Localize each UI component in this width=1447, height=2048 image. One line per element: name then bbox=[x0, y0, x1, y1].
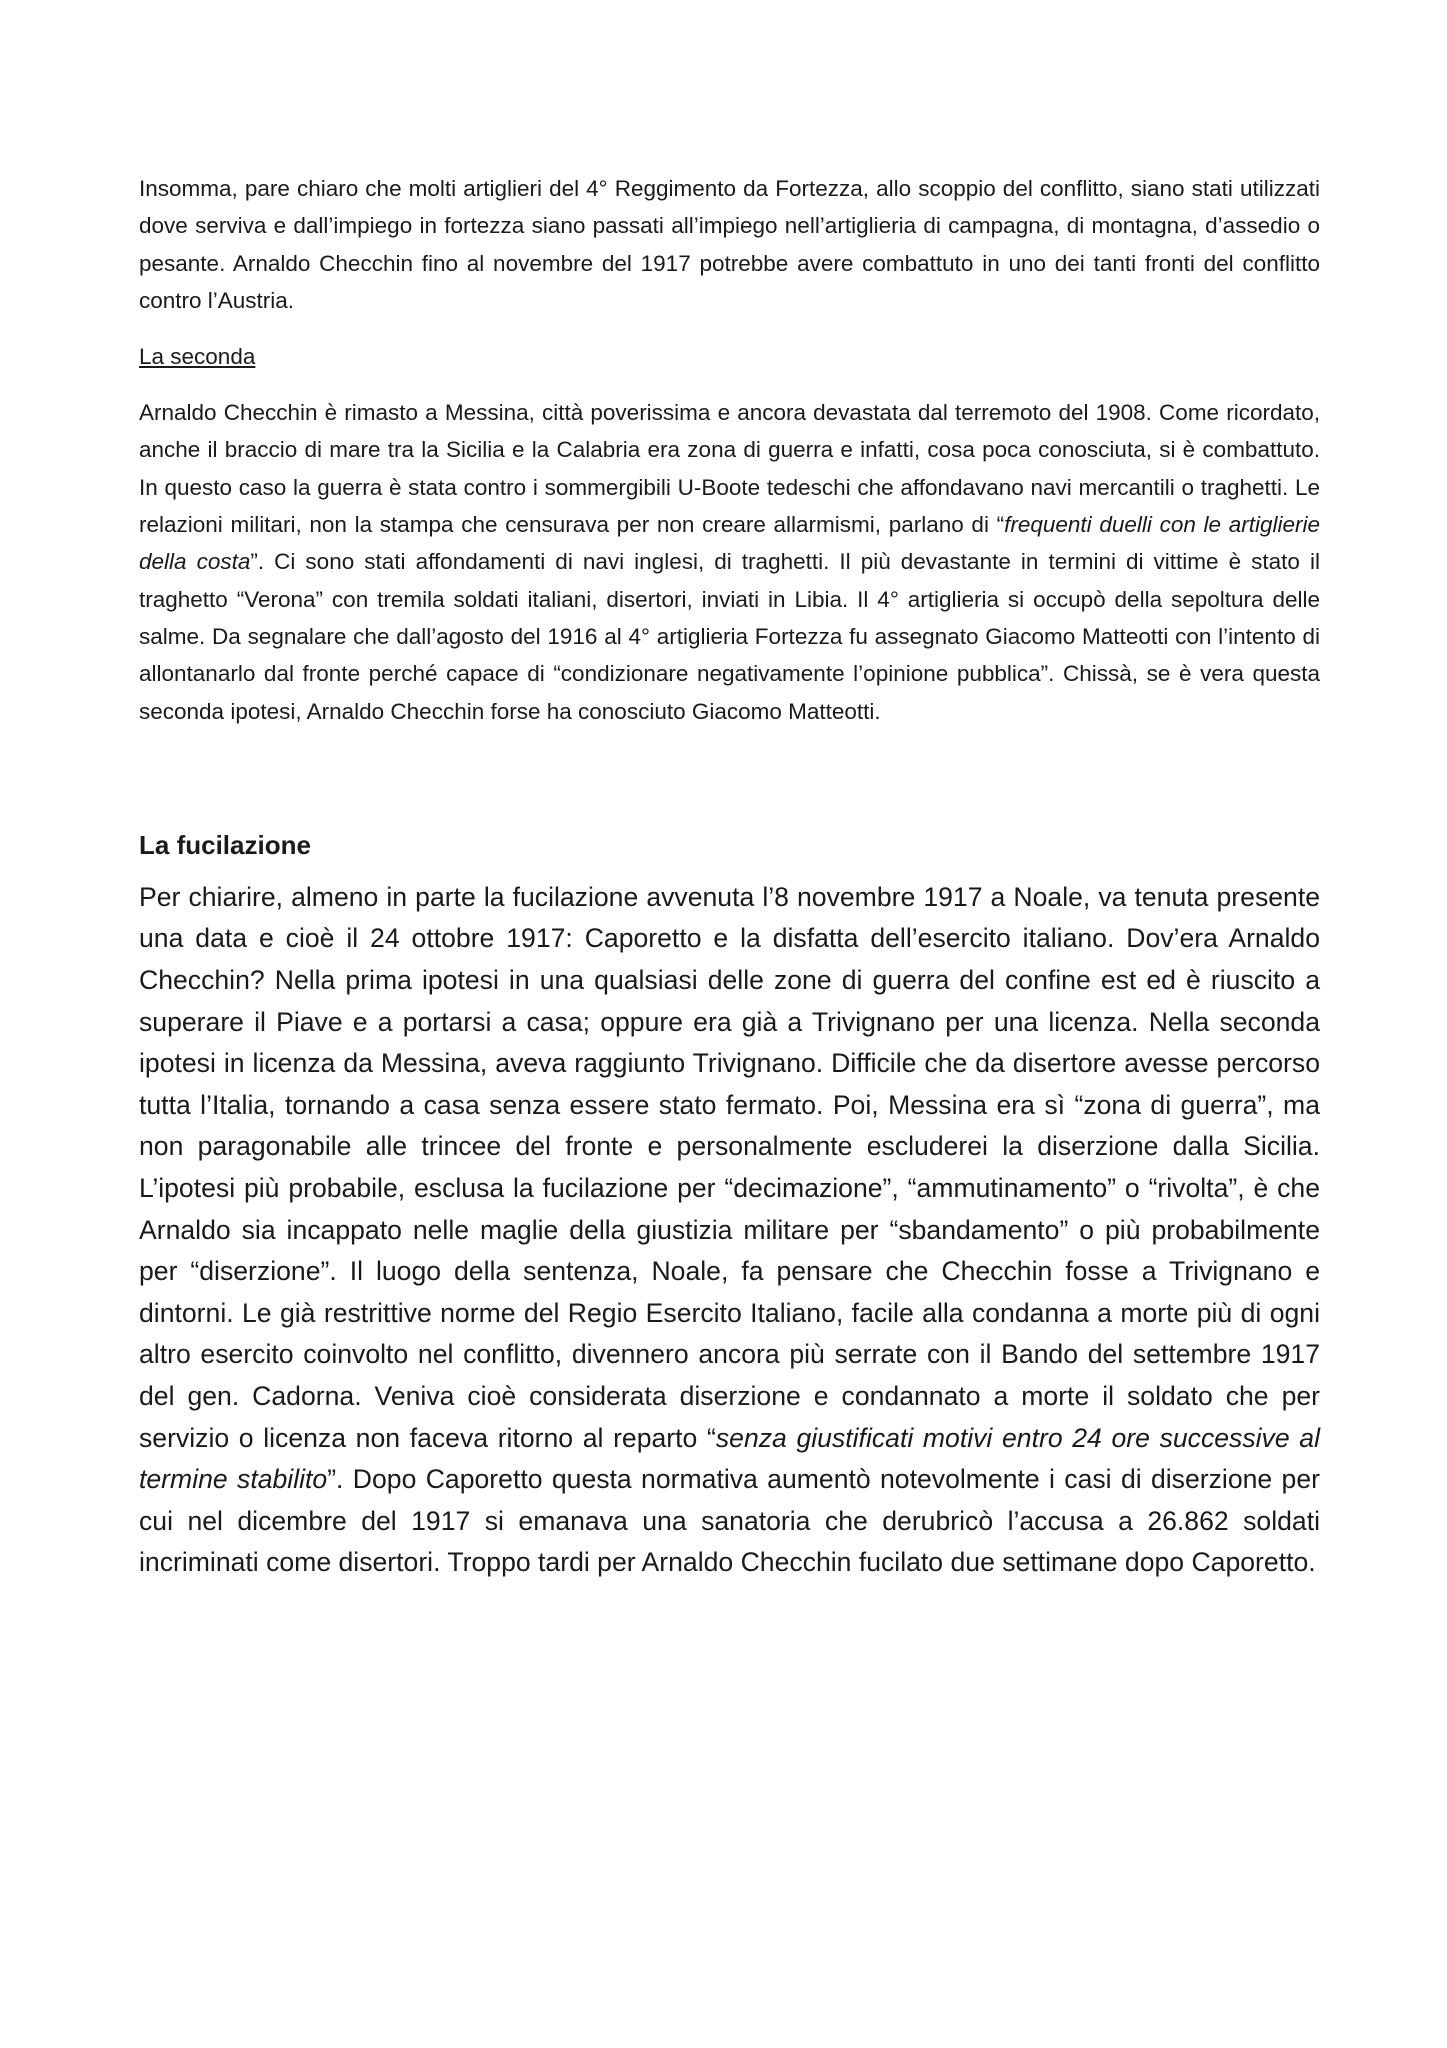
paragraph-fucilazione-text-1: Per chiarire, almeno in parte la fucilazione avvenuta l’8 novembre 1917 a Noale, va tenuta presente una data e cioè il 24 ottobre 1917: Caporetto e la disfatta dell’esercito italiano. Dov’era Arnaldo Checchin? Nella prima ipotesi in una qualsiasi delle zone di guerra del confine est ed è riuscito a superare il Piave e a portarsi a casa; oppure era già a Trivignano per una licenza. Nella seconda ipotesi in licenza da Messina, aveva raggiunto Trivignano. Difficile che da disertore avesse percorso tutta l’Italia, tornando a casa senza essere stato fermato. Poi, Messina era sì “zona di guerra”, ma non paragonabile alle trincee del fronte e personalmente escluderei la diserzione dalla Sicilia. L’ipotesi più probabile, esclusa la fucilazione per “decimazione”, “ammutinamento” o “rivolta”, è che Arnaldo sia incappato nelle maglie della giustizia militare per “sbandamento” o più probabilmente per “diserzione”. Il luogo della sentenza, Noale, fa pensare che Checchin fosse a Trivignano e dintorni. Le già restrittive norme del Regio Esercito Italiano, facile alla condanna a morte più di ogni altro esercito coinvolto nel conflitto, divennero ancora più serrate con il Bando del settembre 1917 del gen. Cadorna. Veniva cioè considerata diserzione e condannato a morte il soldato che per servizio o licenza non faceva ritorno al reparto “ bbox=[139, 881, 1320, 1453]
paragraph-fucilazione-quote: senza giustificati motivi entro 24 ore successive al termine stabilito bbox=[139, 1422, 1320, 1495]
paragraph-fucilazione bbox=[139, 877, 1320, 1584]
paragraph-second-text-2: ”. Ci sono stati affondamenti di navi inglesi, di traghetti. Il più devastante in termini di vittime è stato il traghetto “Verona” con tremila soldati italiani, disertori, inviati in Libia. Il 4° artiglieria si occupò della sepoltura delle salme. Da segnalare che dall’agosto del 1916 al 4° artiglieria Fortezza fu assegnato Giacomo Matteotti con l’intento di allontanarlo dal fronte perché capace di “condizionare negativamente l’opinione pubblica”. Chissà, se è vera questa seconda ipotesi, Arnaldo Checchin forse ha conosciuto Giacomo Matteotti. bbox=[139, 549, 1320, 724]
paragraph-fucilazione-text-2: ”. Dopo Caporetto questa normativa aumentò notevolmente i casi di diserzione per cui nel dicembre del 1917 si emanava una sanatoria che derubricò l’accusa a 26.862 soldati incriminati come disertori. Troppo tardi per Arnaldo Checchin fucilato due settimane dopo Caporetto. bbox=[139, 1464, 1320, 1578]
paragraph-second-quote: frequenti duelli con le artiglierie della costa bbox=[139, 512, 1320, 575]
paragraph-intro: Insomma, pare chiaro che molti artiglieri del 4° Reggimento da Fortezza, allo scoppio del conflitto, siano stati utilizzati dove serviva e dall’impiego in fortezza siano passati all’impiego nell’artiglieria di campagna, di montagna, d’assedio o pesante. Arnaldo Checchin fino al novembre del 1917 potrebbe avere combattuto in uno dei tanti fronti del conflitto contro l’Austria. bbox=[139, 176, 1320, 313]
subheading-la-seconda: La seconda bbox=[139, 344, 256, 370]
paragraph-second-text-1: Arnaldo Checchin è rimasto a Messina, città poverissima e ancora devastata dal terremoto del 1908. Come ricordato, anche il braccio di mare tra la Sicilia e la Calabria era zona di guerra e infatti, cosa poca conosciuta, si è combattuto. In questo caso la guerra è stata contro i sommergibili U-Boote tedeschi che affondavano navi mercantili o traghetti. Le relazioni militari, non la stampa che censurava per non creare allarmismi, parlano di “ bbox=[139, 400, 1320, 538]
document-page bbox=[139, 170, 1320, 1584]
heading-la-fucilazione: La fucilazione bbox=[139, 829, 311, 860]
paragraph-second-hypothesis bbox=[139, 394, 1320, 730]
